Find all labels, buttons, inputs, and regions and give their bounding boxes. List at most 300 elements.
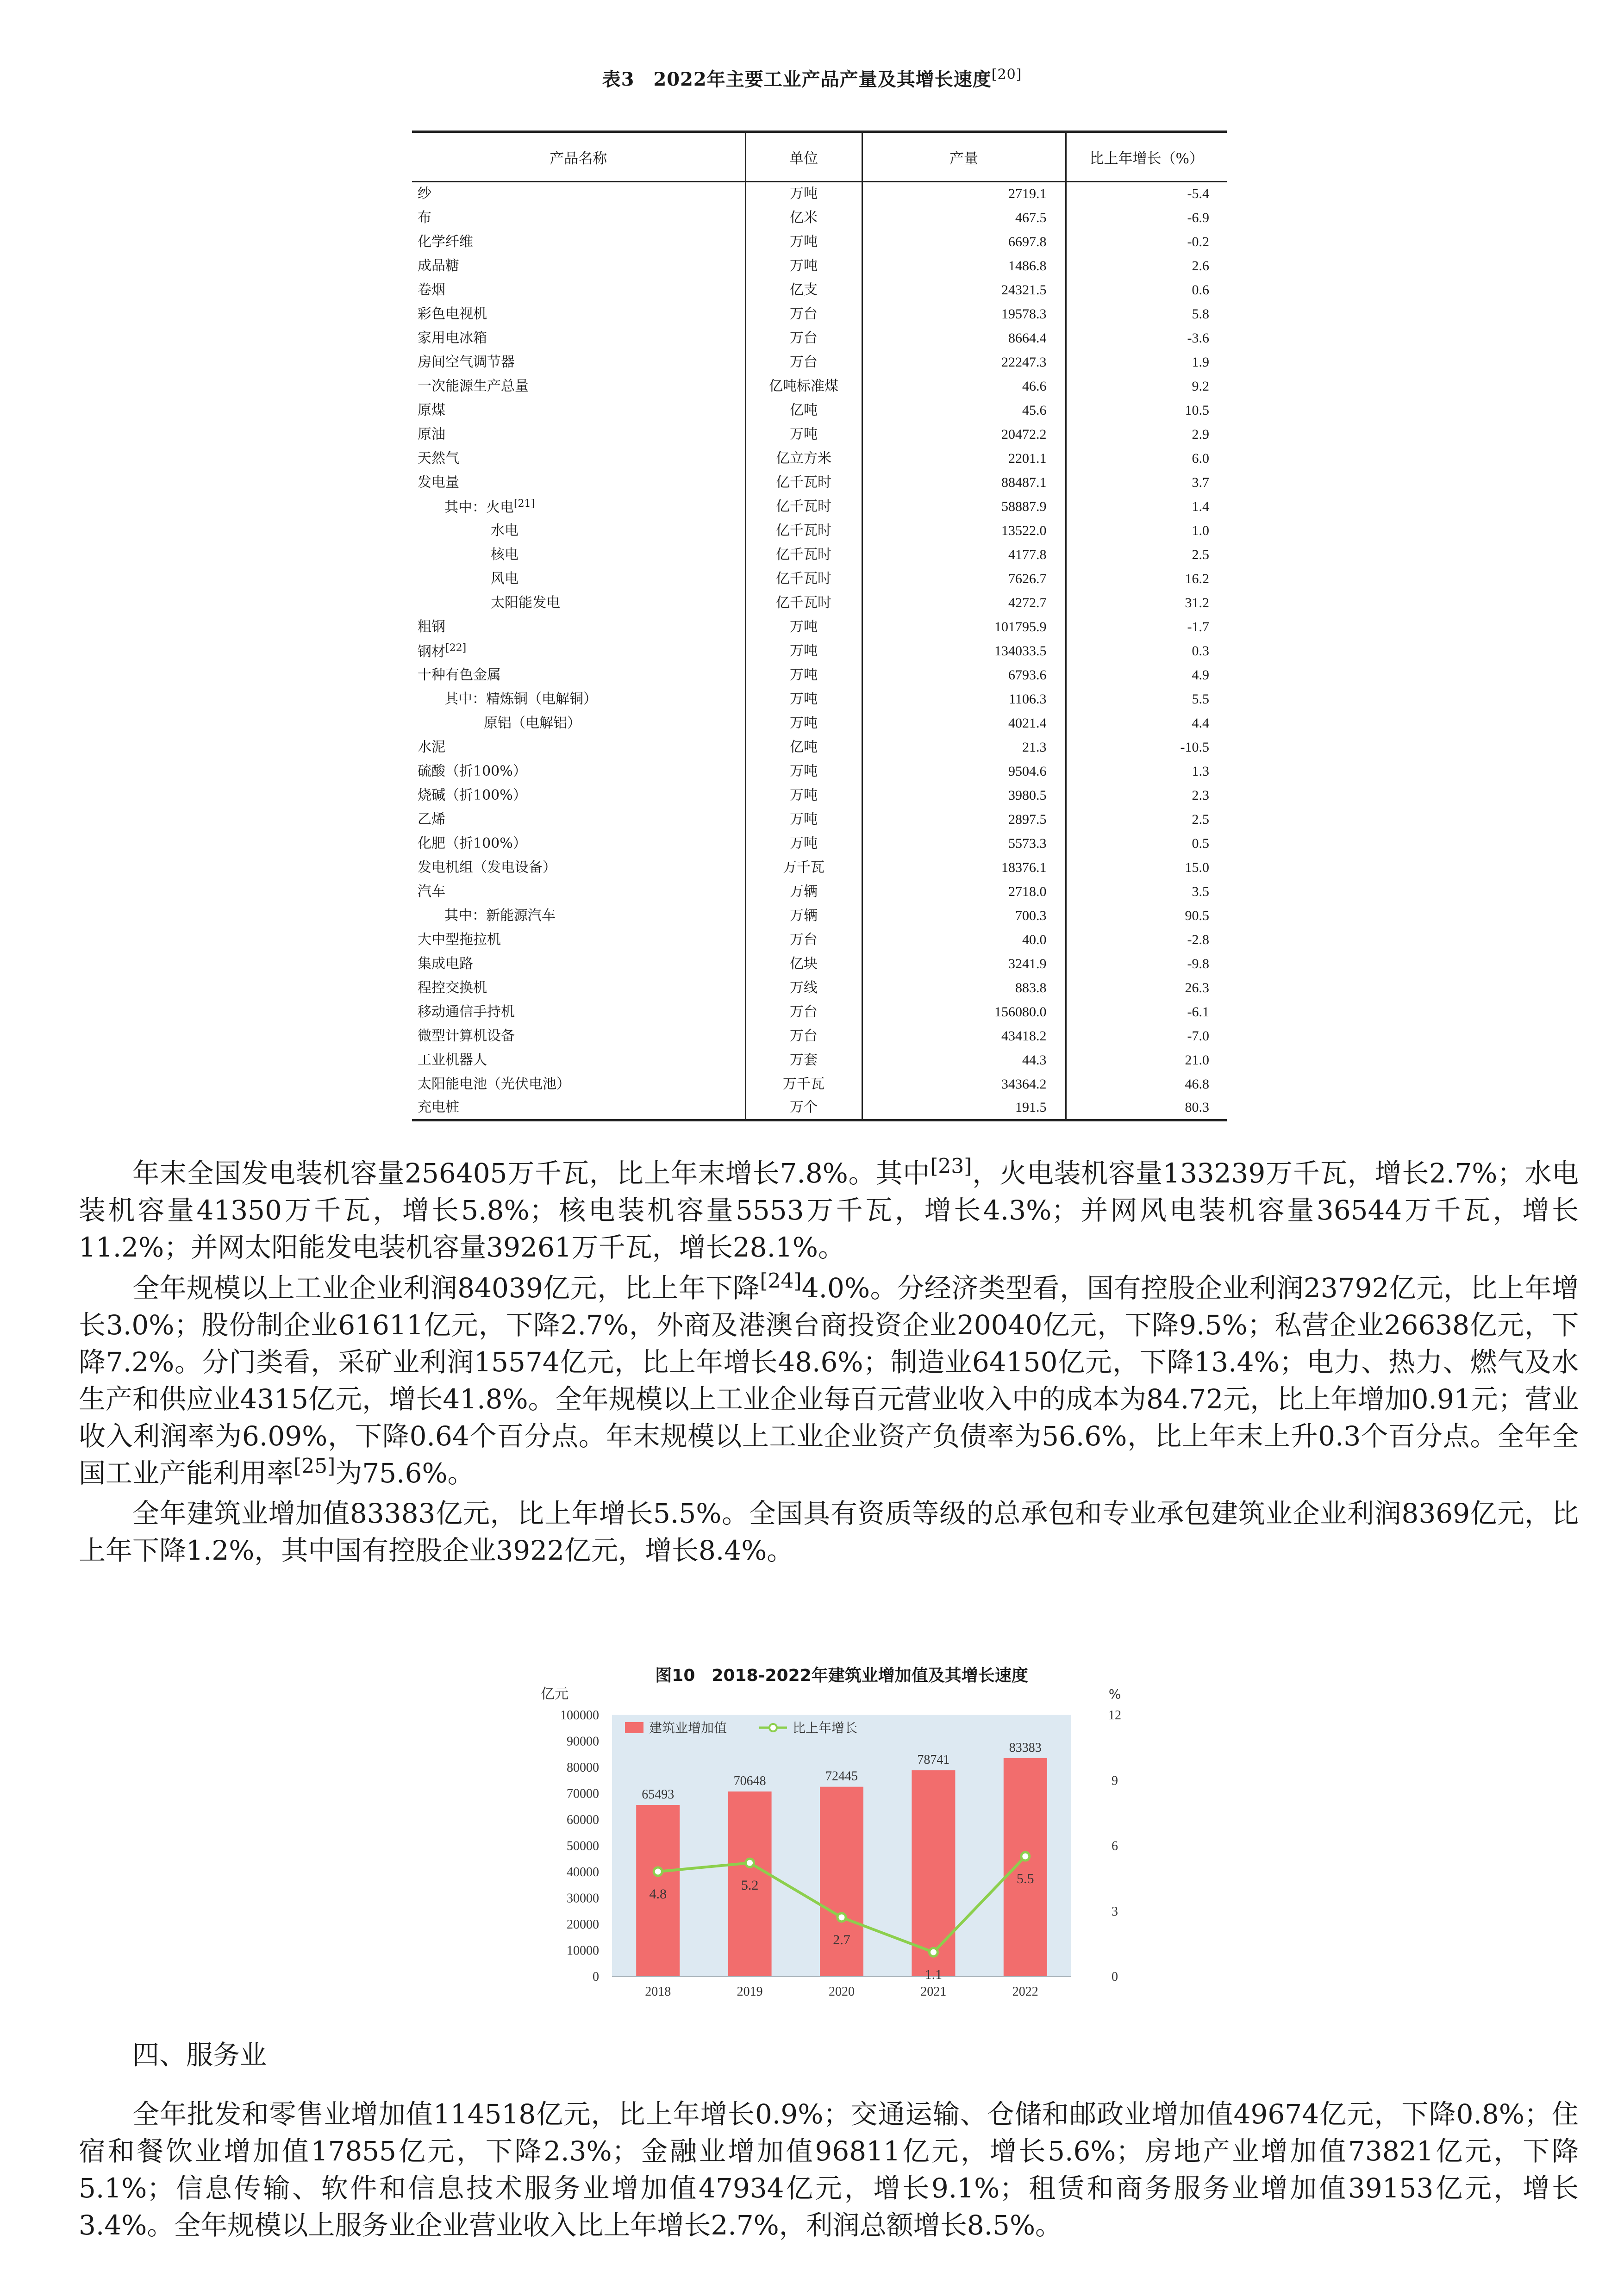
unit-cell: 万吨 [745, 663, 862, 687]
output-cell: 4177.8 [862, 543, 1066, 567]
paragraph-power-capacity [79, 1155, 1579, 1266]
table-row [412, 1072, 1227, 1096]
table-row [412, 663, 1227, 687]
header-product-name: 产品名称 [412, 132, 745, 182]
growth-cell: 26.3 [1066, 976, 1227, 1000]
product-name-cell [412, 374, 745, 398]
growth-value-label: 4.8 [649, 1886, 667, 1902]
output-cell: 700.3 [862, 904, 1066, 928]
output-cell: 3241.9 [862, 952, 1066, 976]
output-cell: 4272.7 [862, 591, 1066, 615]
output-cell: 43418.2 [862, 1024, 1066, 1048]
unit-cell: 万千瓦 [745, 856, 862, 880]
bar [1004, 1758, 1047, 1976]
unit-cell: 亿千瓦时 [745, 567, 862, 591]
unit-cell: 万吨 [745, 254, 862, 278]
unit-cell: 亿支 [745, 278, 862, 302]
product-name: 粗钢 [418, 618, 445, 635]
y-tick-left: 20000 [567, 1917, 599, 1932]
product-name: 微型计算机设备 [418, 1027, 515, 1044]
unit-cell: 万台 [745, 326, 862, 350]
p2-text-c: 为75.6%。 [335, 1457, 475, 1489]
unit-cell: 万套 [745, 1048, 862, 1072]
output-cell: 5573.3 [862, 832, 1066, 856]
p2-text-a: 全年规模以上工业企业利润84039亿元，比上年下降 [132, 1272, 760, 1304]
growth-cell: 16.2 [1066, 567, 1227, 591]
table-row [412, 1024, 1227, 1048]
output-cell: 34364.2 [862, 1072, 1066, 1096]
bar-value-label: 83383 [1009, 1740, 1042, 1755]
table-row [412, 1000, 1227, 1024]
table-row [412, 808, 1227, 832]
unit-cell: 万吨 [745, 832, 862, 856]
table-body [412, 182, 1227, 1120]
output-cell: 9504.6 [862, 759, 1066, 784]
output-cell: 101795.9 [862, 615, 1066, 639]
product-name: 风电 [491, 570, 518, 587]
product-name-cell [412, 1096, 745, 1120]
product-name-cell [412, 615, 745, 639]
growth-value-label: 5.5 [1017, 1871, 1034, 1887]
product-name: 工业机器人 [418, 1052, 487, 1068]
output-cell: 44.3 [862, 1048, 1066, 1072]
product-name-cell [412, 687, 745, 711]
growth-cell: 0.3 [1066, 639, 1227, 663]
unit-cell: 万吨 [745, 784, 862, 808]
growth-cell: 3.7 [1066, 471, 1227, 495]
output-cell: 19578.3 [862, 302, 1066, 326]
chart-title: 图10 2018-2022年建筑业增加值及其增长速度 [655, 1666, 1028, 1685]
product-name-cell [412, 711, 745, 735]
product-name-cell [412, 1048, 745, 1072]
growth-cell: -6.1 [1066, 1000, 1227, 1024]
p1-text-b: ，火电装机容量133239万千瓦，增长2.7%；水电装机容量41350万千瓦，增长5.8%；核电装机容量5553万千瓦，增长4.3%；并网风电装机容量36544万千瓦，增长11.2%；并网太阳能发电装机容量39261万千瓦，增长28.1%。 [79, 1157, 1579, 1263]
y-tick-left: 0 [593, 1970, 599, 1984]
growth-cell: -9.8 [1066, 952, 1227, 976]
growth-cell: 1.4 [1066, 495, 1227, 519]
product-name-cell [412, 880, 745, 904]
product-name: 布 [418, 209, 431, 226]
product-name-cell [412, 495, 745, 519]
bar [820, 1787, 863, 1976]
table-row [412, 687, 1227, 711]
unit-cell: 万台 [745, 350, 862, 374]
table-row [412, 230, 1227, 254]
y-tick-right: 0 [1112, 1970, 1118, 1984]
product-name: 纱 [418, 186, 431, 202]
output-cell: 1106.3 [862, 687, 1066, 711]
output-cell: 45.6 [862, 398, 1066, 423]
growth-cell: 21.0 [1066, 1048, 1227, 1072]
table-row [412, 1096, 1227, 1120]
table-row [412, 928, 1227, 952]
table-row [412, 615, 1227, 639]
growth-cell: 15.0 [1066, 856, 1227, 880]
growth-cell: 3.5 [1066, 880, 1227, 904]
header-output: 产量 [862, 132, 1066, 182]
table-row [412, 447, 1227, 471]
product-name-cell [412, 928, 745, 952]
growth-cell: -5.4 [1066, 182, 1227, 206]
x-tick-label: 2020 [829, 1985, 855, 1999]
growth-cell: -2.8 [1066, 928, 1227, 952]
output-cell: 2718.0 [862, 880, 1066, 904]
growth-value-label: 5.2 [741, 1878, 759, 1893]
product-name-cell [412, 326, 745, 350]
unit-cell: 万辆 [745, 880, 862, 904]
growth-point [1021, 1852, 1030, 1860]
unit-cell: 万台 [745, 302, 862, 326]
unit-cell: 亿块 [745, 952, 862, 976]
product-name: 房间空气调节器 [418, 354, 515, 370]
paragraph-industrial-profit [79, 1269, 1579, 1492]
table-row [412, 591, 1227, 615]
table-row [412, 735, 1227, 759]
growth-cell: 2.5 [1066, 543, 1227, 567]
product-name-cell [412, 567, 745, 591]
y-tick-left: 50000 [567, 1839, 599, 1854]
output-cell: 4021.4 [862, 711, 1066, 735]
y-axis-right-label: % [1108, 1686, 1121, 1702]
product-name-cell [412, 735, 745, 759]
x-tick-label: 2018 [645, 1985, 671, 1999]
growth-cell: -3.6 [1066, 326, 1227, 350]
unit-cell: 亿千瓦时 [745, 543, 862, 567]
output-cell: 134033.5 [862, 639, 1066, 663]
output-cell: 18376.1 [862, 856, 1066, 880]
product-name-cell [412, 182, 745, 206]
output-cell: 2897.5 [862, 808, 1066, 832]
unit-cell: 万吨 [745, 808, 862, 832]
table-row [412, 952, 1227, 976]
table-row [412, 976, 1227, 1000]
product-name: 原煤 [418, 402, 445, 418]
unit-cell: 亿千瓦时 [745, 591, 862, 615]
product-name: 家用电冰箱 [418, 330, 487, 346]
table-row [412, 904, 1227, 928]
product-name-cell [412, 254, 745, 278]
x-tick-label: 2022 [1012, 1985, 1038, 1999]
output-cell: 7626.7 [862, 567, 1066, 591]
header-unit: 单位 [745, 132, 862, 182]
product-name-cell [412, 447, 745, 471]
unit-cell: 亿吨 [745, 735, 862, 759]
p1-text-a: 年末全国发电装机容量256405万千瓦，比上年末增长7.8%。其中 [132, 1157, 931, 1189]
product-name: 其中：火电 [444, 499, 514, 516]
growth-cell: 0.6 [1066, 278, 1227, 302]
growth-cell: 2.3 [1066, 784, 1227, 808]
growth-cell: 1.0 [1066, 519, 1227, 543]
unit-cell: 亿千瓦时 [745, 471, 862, 495]
table-row [412, 1048, 1227, 1072]
table-row [412, 182, 1227, 206]
unit-cell: 万吨 [745, 711, 862, 735]
section-heading: 四、服务业 [132, 2039, 267, 2071]
construction-chart [505, 1657, 1176, 2009]
y-tick-left: 100000 [560, 1708, 599, 1723]
table-row [412, 326, 1227, 350]
bar-value-label: 72445 [825, 1769, 858, 1784]
product-name-cell [412, 1072, 745, 1096]
y-tick-left: 30000 [567, 1891, 599, 1906]
unit-cell: 万台 [745, 1000, 862, 1024]
product-name: 程控交换机 [418, 979, 487, 996]
product-name: 化学纤维 [418, 233, 473, 250]
growth-cell: -0.2 [1066, 230, 1227, 254]
product-name-cell [412, 591, 745, 615]
product-name: 成品糖 [418, 257, 459, 274]
growth-cell: 4.9 [1066, 663, 1227, 687]
y-tick-left: 90000 [567, 1734, 599, 1749]
table-row [412, 374, 1227, 398]
product-name: 太阳能电池（光伏电池） [418, 1076, 570, 1092]
output-cell: 58887.9 [862, 495, 1066, 519]
bar-value-label: 65493 [642, 1787, 675, 1802]
chart-svg [505, 1657, 1176, 2009]
table-row [412, 398, 1227, 423]
table-row [412, 519, 1227, 543]
p2-note-2: [25] [294, 1454, 336, 1478]
product-name-cell [412, 784, 745, 808]
table-title-text: 表3 2022年主要工业产品产量及其增长速度 [602, 68, 992, 90]
table-row [412, 832, 1227, 856]
growth-cell: 1.3 [1066, 759, 1227, 784]
growth-cell: -6.9 [1066, 206, 1227, 230]
output-cell: 21.3 [862, 735, 1066, 759]
table-row [412, 543, 1227, 567]
product-name-cell [412, 639, 745, 663]
product-name-cell [412, 302, 745, 326]
y-tick-right: 9 [1112, 1773, 1118, 1788]
unit-cell: 亿立方米 [745, 447, 862, 471]
product-name-cell [412, 206, 745, 230]
growth-cell: -7.0 [1066, 1024, 1227, 1048]
output-cell: 88487.1 [862, 471, 1066, 495]
product-name: 水电 [491, 522, 518, 539]
y-tick-left: 10000 [567, 1943, 599, 1958]
growth-cell: 4.4 [1066, 711, 1227, 735]
legend-line-marker [769, 1724, 777, 1731]
unit-cell: 万吨 [745, 639, 862, 663]
bar-value-label: 78741 [917, 1753, 950, 1767]
x-tick-label: 2019 [737, 1985, 763, 1999]
unit-cell: 万千瓦 [745, 1072, 862, 1096]
growth-cell: -1.7 [1066, 615, 1227, 639]
unit-cell: 亿千瓦时 [745, 519, 862, 543]
growth-value-label: 2.7 [833, 1932, 850, 1948]
product-name: 移动通信手持机 [418, 1003, 515, 1020]
product-name: 原油 [418, 426, 445, 442]
growth-cell: 31.2 [1066, 591, 1227, 615]
product-name-cell [412, 519, 745, 543]
unit-cell: 万个 [745, 1096, 862, 1120]
table-row [412, 567, 1227, 591]
growth-cell: 1.9 [1066, 350, 1227, 374]
output-cell: 46.6 [862, 374, 1066, 398]
output-cell: 13522.0 [862, 519, 1066, 543]
growth-cell: -10.5 [1066, 735, 1227, 759]
product-name-cell [412, 832, 745, 856]
row-note: [21] [514, 498, 535, 510]
product-name-cell [412, 759, 745, 784]
unit-cell: 万吨 [745, 182, 862, 206]
unit-cell: 亿米 [745, 206, 862, 230]
unit-cell: 亿吨标准煤 [745, 374, 862, 398]
table-row [412, 639, 1227, 663]
product-name-cell [412, 1024, 745, 1048]
unit-cell: 万线 [745, 976, 862, 1000]
product-table [412, 131, 1227, 1121]
output-cell: 22247.3 [862, 350, 1066, 374]
product-name-cell [412, 543, 745, 567]
output-cell: 20472.2 [862, 423, 1066, 447]
unit-cell: 万吨 [745, 615, 862, 639]
product-name-cell [412, 663, 745, 687]
unit-cell: 万吨 [745, 759, 862, 784]
growth-cell: 6.0 [1066, 447, 1227, 471]
table-header-row [412, 132, 1227, 182]
y-tick-right: 12 [1108, 1708, 1121, 1723]
y-tick-left: 70000 [567, 1786, 599, 1801]
product-name: 硫酸（折100%） [418, 763, 527, 779]
output-cell: 2201.1 [862, 447, 1066, 471]
product-name: 发电机组（发电设备） [418, 859, 556, 876]
growth-cell: 2.6 [1066, 254, 1227, 278]
growth-cell: 90.5 [1066, 904, 1227, 928]
p1-note: [23] [930, 1154, 972, 1178]
product-name: 烧碱（折100%） [418, 787, 527, 803]
legend-bar-swatch [625, 1722, 643, 1733]
product-name: 发电量 [418, 474, 459, 491]
unit-cell: 万台 [745, 928, 862, 952]
table-row [412, 278, 1227, 302]
product-name-cell [412, 471, 745, 495]
product-name: 大中型拖拉机 [418, 931, 501, 948]
table-row [412, 471, 1227, 495]
product-name: 充电桩 [418, 1099, 459, 1116]
legend-line-label: 比上年增长 [793, 1720, 858, 1736]
growth-cell: 46.8 [1066, 1072, 1227, 1096]
product-name: 化肥（折100%） [418, 835, 527, 852]
paragraph-construction: 全年建筑业增加值83383亿元，比上年增长5.5%。全国具有资质等级的总承包和专业承包建筑业企业利润8369亿元，比上年下降1.2%，其中国有控股企业3922亿元，增长8.4%。 [79, 1498, 1579, 1566]
growth-cell: 2.5 [1066, 808, 1227, 832]
table-row [412, 206, 1227, 230]
product-name: 集成电路 [418, 955, 473, 972]
output-cell: 1486.8 [862, 254, 1066, 278]
product-name: 汽车 [418, 883, 445, 900]
table-row [412, 880, 1227, 904]
product-name-cell [412, 808, 745, 832]
product-name: 卷烟 [418, 281, 445, 298]
header-growth: 比上年增长（%） [1066, 132, 1227, 182]
product-name: 原铝（电解铝） [484, 715, 581, 731]
table-title-note: [20] [991, 66, 1022, 83]
table-row [412, 254, 1227, 278]
p2-note-1: [24] [760, 1269, 802, 1293]
product-name-cell [412, 423, 745, 447]
y-tick-right: 6 [1112, 1839, 1118, 1854]
growth-cell: 2.9 [1066, 423, 1227, 447]
table-row [412, 350, 1227, 374]
x-tick-label: 2021 [920, 1985, 947, 1999]
table-row [412, 784, 1227, 808]
product-name-cell [412, 976, 745, 1000]
legend-bar-label: 建筑业增加值 [649, 1720, 727, 1736]
product-name: 核电 [491, 546, 518, 563]
y-tick-left: 40000 [567, 1865, 599, 1879]
growth-cell: 0.5 [1066, 832, 1227, 856]
row-note: [22] [445, 642, 467, 654]
paragraph-services: 全年批发和零售业增加值114518亿元，比上年增长0.9%；交通运输、仓储和邮政业增加值49674亿元，下降0.8%；住宿和餐饮业增加值17855亿元，下降2.3%；金融业增加值96811亿元，增长5.6%；房地产业增加值73821亿元，下降5.1%；信息传输、软件和信息技术服务业增加值47934亿元，增长9.1%；租赁和商务服务业增加值39153亿元，增长3.4%。全年规模以上服务业企业营业收入比上年增长2.7%，利润总额增长8.5%。 [79, 2098, 1579, 2241]
output-cell: 191.5 [862, 1096, 1066, 1120]
product-name-cell [412, 1000, 745, 1024]
product-name: 水泥 [418, 739, 445, 755]
unit-cell: 万辆 [745, 904, 862, 928]
unit-cell: 亿吨 [745, 398, 862, 423]
product-name: 一次能源生产总量 [418, 378, 529, 394]
table-title [0, 65, 1624, 91]
unit-cell: 亿千瓦时 [745, 495, 862, 519]
unit-cell: 万台 [745, 1024, 862, 1048]
product-name-cell [412, 350, 745, 374]
output-cell: 467.5 [862, 206, 1066, 230]
growth-value-label: 1.1 [924, 1967, 943, 1983]
growth-cell: 10.5 [1066, 398, 1227, 423]
table-row [412, 711, 1227, 735]
growth-point [929, 1948, 937, 1956]
growth-cell: 80.3 [1066, 1096, 1227, 1120]
unit-cell: 万吨 [745, 423, 862, 447]
product-name: 太阳能发电 [491, 594, 560, 611]
product-name-cell [412, 398, 745, 423]
product-name: 其中：精炼铜（电解铜） [444, 691, 597, 707]
output-cell: 40.0 [862, 928, 1066, 952]
product-name-cell [412, 856, 745, 880]
product-name: 钢材 [418, 643, 445, 660]
y-tick-left: 80000 [567, 1761, 599, 1775]
growth-cell: 5.8 [1066, 302, 1227, 326]
product-name-cell [412, 278, 745, 302]
growth-point [654, 1867, 662, 1876]
table-row [412, 495, 1227, 519]
product-name: 其中：新能源汽车 [444, 907, 556, 924]
output-cell: 8664.4 [862, 326, 1066, 350]
growth-point [837, 1913, 846, 1922]
y-tick-left: 60000 [567, 1813, 599, 1827]
product-name: 彩色电视机 [418, 305, 487, 322]
unit-cell: 万吨 [745, 230, 862, 254]
output-cell: 156080.0 [862, 1000, 1066, 1024]
p2-text-b: 4.0%。分经济类型看，国有控股企业利润23792亿元，比上年增长3.0%；股份制企业61611亿元，下降2.7%，外商及港澳台商投资企业20040亿元，下降9.5%；私营企业26638亿元，下降7.2%。分门类看，采矿业利润15574亿元，比上年增长48.6%；制造业64150亿元，下降13.4%；电力、热力、燃气及水生产和供应业4315亿元，增长41.8%。全年规模以上工业企业每百元营业收入中的成本为84.72元，比上年增加0.91元；营业收入利润率为6.09%，下降0.64个百分点。年末规模以上工业企业资产负债率为56.6%，比上年末上升0.3个百分点。全年全国工业产能利用率 [79, 1272, 1579, 1489]
product-name: 乙烯 [418, 811, 445, 828]
bar-value-label: 70648 [733, 1773, 766, 1788]
output-cell: 883.8 [862, 976, 1066, 1000]
output-cell: 6697.8 [862, 230, 1066, 254]
table-row [412, 423, 1227, 447]
output-cell: 2719.1 [862, 182, 1066, 206]
growth-point [746, 1859, 754, 1867]
output-cell: 24321.5 [862, 278, 1066, 302]
growth-cell: 5.5 [1066, 687, 1227, 711]
table-row [412, 856, 1227, 880]
product-name-cell [412, 230, 745, 254]
product-name-cell [412, 952, 745, 976]
growth-cell: 9.2 [1066, 374, 1227, 398]
product-name: 十种有色金属 [418, 666, 501, 683]
table-row [412, 302, 1227, 326]
product-name-cell [412, 904, 745, 928]
product-name: 天然气 [418, 450, 459, 467]
